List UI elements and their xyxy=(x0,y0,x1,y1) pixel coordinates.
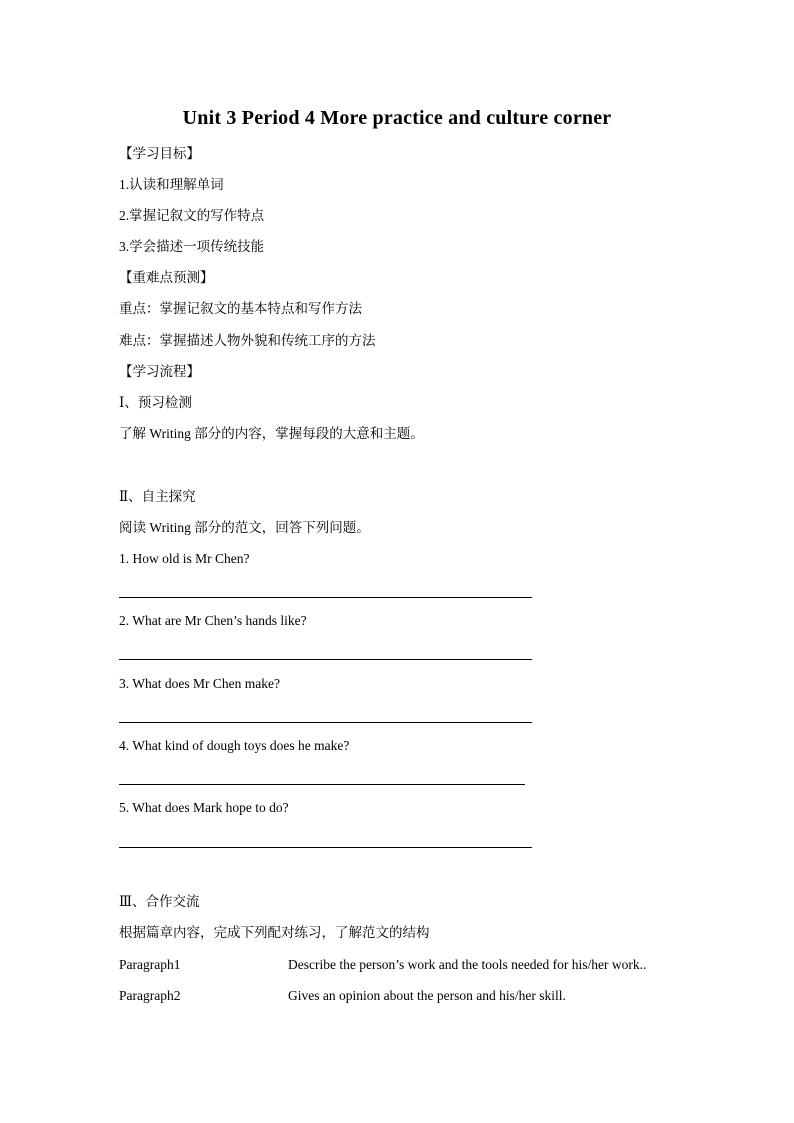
answer-line[interactable] xyxy=(119,722,532,723)
preview-heading: Ⅰ、预习检测 xyxy=(119,395,192,410)
question: 2. What are Mr Chen’s hands like? xyxy=(119,613,307,628)
question: 3. What does Mr Chen make? xyxy=(119,676,280,691)
answer-line[interactable] xyxy=(119,847,532,848)
key-points-heading: 【重难点预测】 xyxy=(119,270,214,285)
paragraph-description: Gives an opinion about the person and his/her skill. xyxy=(288,988,566,1003)
cooperate-heading: Ⅲ、合作交流 xyxy=(119,894,200,909)
preview-instruction: 了解 Writing 部分的内容，掌握每段的大意和主题。 xyxy=(119,426,424,441)
objective-item: 2.掌握记叙文的写作特点 xyxy=(119,208,265,223)
key-point: 重点：掌握记叙文的基本特点和写作方法 xyxy=(119,301,362,316)
question: 1. How old is Mr Chen? xyxy=(119,551,250,566)
objective-item: 1.认读和理解单词 xyxy=(119,177,224,192)
document-title: Unit 3 Period 4 More practice and culture corner xyxy=(182,107,612,129)
cooperate-instruction: 根据篇章内容，完成下列配对练习，了解范文的结构 xyxy=(119,925,430,940)
answer-line[interactable] xyxy=(119,659,532,660)
answer-line[interactable] xyxy=(119,784,525,785)
difficult-point: 难点：掌握描述人物外貌和传统工序的方法 xyxy=(119,333,376,348)
paragraph-label: Paragraph2 xyxy=(119,988,181,1003)
answer-line[interactable] xyxy=(119,597,532,598)
question: 5. What does Mark hope to do? xyxy=(119,800,289,815)
paragraph-label: Paragraph1 xyxy=(119,957,181,972)
process-heading: 【学习流程】 xyxy=(119,364,200,379)
explore-instruction: 阅读 Writing 部分的范文，回答下列问题。 xyxy=(119,520,370,535)
question: 4. What kind of dough toys does he make? xyxy=(119,738,350,753)
explore-heading: Ⅱ、自主探究 xyxy=(119,489,196,504)
objective-item: 3.学会描述一项传统技能 xyxy=(119,239,265,254)
objectives-heading: 【学习目标】 xyxy=(119,146,200,161)
paragraph-description: Describe the person’s work and the tools needed for his/her work.. xyxy=(288,957,647,972)
